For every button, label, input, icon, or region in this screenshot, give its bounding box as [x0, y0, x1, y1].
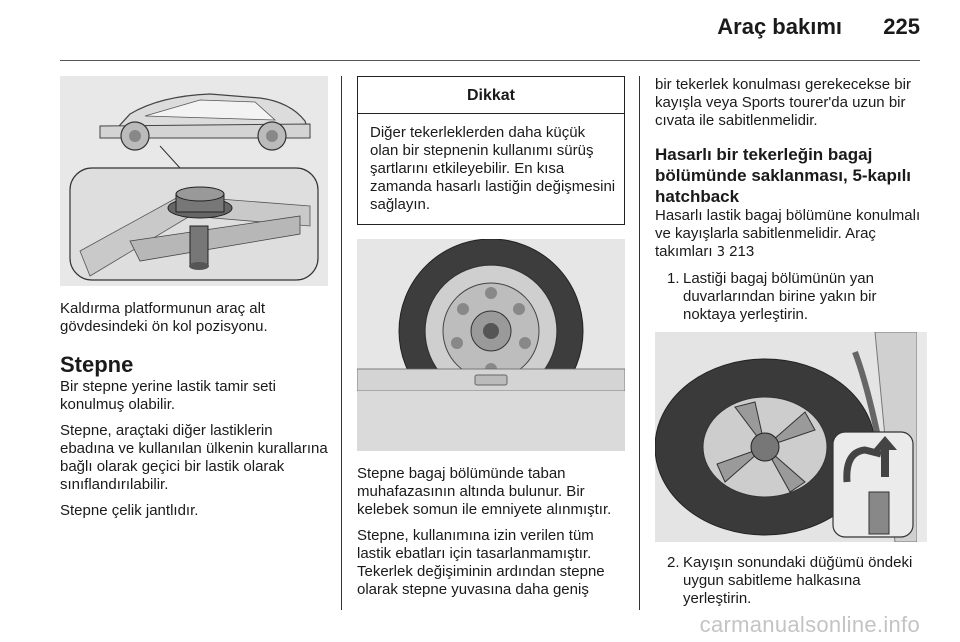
step-number: 2. [667, 554, 680, 571]
instruction-steps-continued [655, 554, 927, 608]
paragraph: Stepne, araçtaki diğer lastiklerin ebadına ve kullanılan ülkenin kurallarına bağlı olarak geçici bir lastik olarak sınıflandırılabilir. [60, 422, 328, 493]
caution-box [357, 76, 625, 225]
paragraph: Stepne bagaj bölümünde taban muhafazasının altında bulunur. Bir kelebek somun ile emniyete alınmıştır. [357, 465, 612, 518]
strap-tire-illustration [655, 332, 917, 542]
caution-text: Diğer tekerleklerden daha küçük olan bir stepnenin kullanımı sürüş şartlarını etkileyebilir. En kısa zamanda hasarlı lastiğin değişmesini sağlayın. [370, 124, 616, 213]
paragraph: Bir stepne yerine lastik tamir seti konulmuş olabilir. [60, 378, 276, 413]
chapter-title: Araç bakımı [717, 14, 842, 39]
column-divider-1 [341, 76, 342, 610]
luggage-strap-figure [655, 332, 927, 542]
section-heading-stepne: Stepne [60, 352, 134, 377]
step-number: 1. [667, 270, 680, 287]
header-divider [60, 60, 920, 61]
page-number: 225 [883, 14, 920, 39]
instruction-steps [655, 270, 927, 324]
step-item [655, 270, 927, 324]
step-item [655, 554, 927, 608]
column-3 [655, 76, 927, 616]
column-2 [357, 76, 625, 607]
section-heading-damaged-wheel: Hasarlı bir tekerleğin bagaj bölümünde saklanması, 5-kapılı hatchback [655, 145, 912, 206]
car-lift-illustration [60, 76, 328, 286]
body-text-content: Hasarlı lastik bagaj bölümüne konulmalı ve kayışlarla sabitlenmelidir. Araç takımları [655, 207, 921, 260]
step-text: Lastiği bagaj bölümünün yan duvarlarından birine yakın bir noktaya yerleştirin. [683, 270, 877, 323]
column-1 [60, 76, 328, 528]
watermark-text: carmanualsonline.info [699, 612, 920, 637]
body-text [655, 207, 927, 262]
paragraph: Stepne çelik jantlıdır. [60, 502, 199, 519]
reference-arrow-icon: 3 [716, 245, 725, 260]
figure-caption: Kaldırma platformunun araç alt gövdesindeki ön kol pozisyonu. [60, 300, 268, 335]
column-divider-2 [639, 76, 640, 610]
paragraph: bir tekerlek konulması gerekecekse bir kayışla veya Sports tourer'da uzun bir cıvata ile sabitlenmelidir. [655, 76, 911, 129]
lift-platform-figure [60, 76, 328, 286]
paragraph: Stepne, kullanımına izin verilen tüm lastik ebatları için tasarlanmamıştır. Tekerlek değişiminin ardından stepne olarak stepne yuvasına daha geniş [357, 527, 605, 598]
spare-wheel-figure [357, 239, 625, 451]
spare-wheel-illustration [357, 239, 625, 451]
caution-title: Dikkat [358, 77, 624, 114]
reference-page: 213 [729, 243, 755, 260]
step-text: Kayışın sonundaki düğümü öndeki uygun sabitleme halkasına yerleştirin. [683, 554, 913, 607]
